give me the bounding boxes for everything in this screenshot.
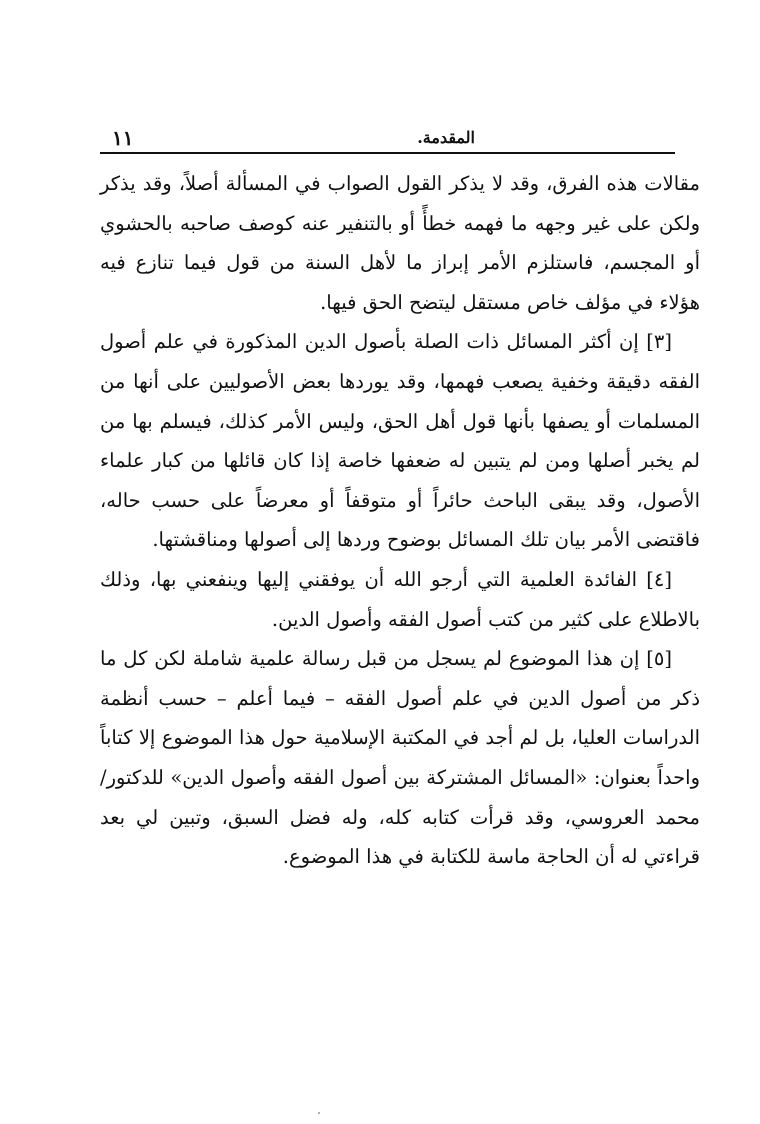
page-header bbox=[100, 128, 675, 154]
scan-speck bbox=[318, 1112, 320, 1114]
paragraph-point-4: [٤] الفائدة العلمية التي أرجو الله أن يوفقني إليها وينفعني بها، وذلك بالاطلاع على كثير من كتب أصول الفقه وأصول الدين. bbox=[100, 567, 700, 631]
page-number: ١١ bbox=[112, 126, 134, 150]
body-text bbox=[100, 164, 700, 877]
paragraph-point-5: [٥] إن هذا الموضوع لم يسجل من قبل رسالة علمية شاملة لكن كل ما ذكر من أصول الدين في علم أصول الفقه – فيما أعلم – حسب أنظمة الدراسات العليا، بل لم أجد في المكتبة الإسلامية حول هذا الموضوع إلا كتاباً واحداً بعنوان: «المسائل المشتركة بين أصول الفقه وأصول الدين» للدكتور/ محمد العروسي، وقد قرأت كتابه كله، وله فضل السبق، وتبين لي بعد قراءتي له أن الحاجة ماسة للكتابة في هذا الموضوع. bbox=[100, 647, 700, 869]
running-title: المقدمة. bbox=[417, 128, 475, 147]
paragraph-point-3: [٣] إن أكثر المسائل ذات الصلة بأصول الدين المذكورة في علم أصول الفقه دقيقة وخفية يصعب فهمها، وقد يوردها بعض الأصوليين على أنها من المسلمات أو يصفها بأنها قول أهل الحق، وليس الأمر كذلك، فيسلم بها من لم يخبر أصلها ومن لم يتبين له ضعفها خاصة إذا كان قائلها من كبار علماء الأصول، وقد يبقى الباحث حائراً أو متوقفاً أو معرضاً على حسب حاله، فاقتضى الأمر بيان تلك المسائل بوضوح وردها إلى أصولها ومناقشتها. bbox=[100, 330, 700, 552]
paragraph-continuation: مقالات هذه الفرق، وقد لا يذكر القول الصواب في المسألة أصلاً، وقد يذكر ولكن على غير وجهه ما فهمه خطأً أو بالتنفير عنه كوصف صاحبه بالحشوي أو المجسم، فاستلزم الأمر إبراز ما لأهل السنة من قول فيما تنازع فيه هؤلاء في مؤلف خاص مستقل ليتضح الحق فيها. bbox=[100, 172, 700, 314]
